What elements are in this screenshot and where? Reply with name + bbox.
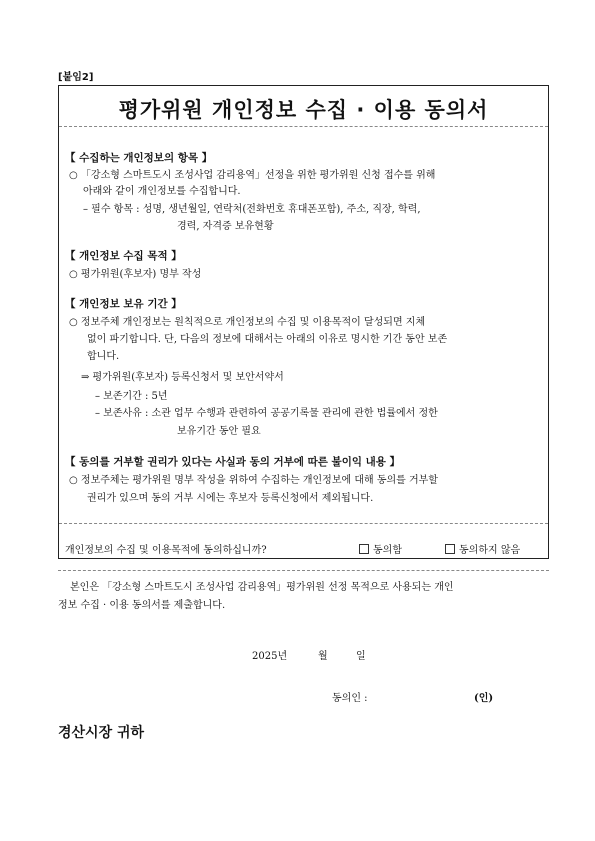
consent-divider xyxy=(59,523,548,524)
agree-option[interactable] xyxy=(359,541,402,556)
date-day: 일 xyxy=(356,651,366,662)
declaration-line: 본인은 「강소형 스마트도시 조성사업 감리용역」평가위원 선정 목적으로 사용되는 개인 xyxy=(70,582,454,593)
section-line: 보유기간 동안 필요 xyxy=(177,426,261,437)
section-heading-right-to-refuse: 【 동의를 거부할 권리가 있다는 사실과 동의 거부에 따른 불이익 내용 】 xyxy=(65,456,401,468)
section-line: ○ 정보주체 개인정보는 원칙적으로 개인정보의 수집 및 이용목적이 달성되면 지체 xyxy=(69,317,426,328)
section-line: – 보존사유 : 소관 업무 수행과 관련하여 공공기록물 관리에 관한 법률에서 정한 xyxy=(95,408,438,419)
section-line: 합니다. xyxy=(87,351,120,362)
section-line: ○ 「강소형 스마트도시 조성사업 감리용역」선정을 위한 평가위원 신청 접수를 위해 xyxy=(69,170,436,181)
section-heading-collected-items: 【 수집하는 개인정보의 항목 】 xyxy=(65,152,213,164)
addressee: 경산시장 귀하 xyxy=(58,725,145,741)
section-line: ○ 평가위원(후보자) 명부 작성 xyxy=(69,269,202,280)
attachment-label: [붙임2] xyxy=(58,72,94,83)
section-line: 아래와 같이 개인정보를 수집합니다. xyxy=(83,186,241,197)
section-line: – 보존기간 : 5년 xyxy=(95,391,168,402)
section-line: ○ 정보주체는 평가위원 명부 작성을 위하여 수집하는 개인정보에 대해 동의를 거부할 xyxy=(69,475,438,486)
disagree-option[interactable] xyxy=(445,541,520,556)
title-divider xyxy=(59,126,548,127)
page-title: 평가위원 개인정보 수집 · 이용 동의서 xyxy=(118,98,489,122)
disagree-label: 동의하지 않음 xyxy=(459,545,521,556)
agree-label: 동의함 xyxy=(373,545,402,556)
date-year: 2025년 xyxy=(252,651,288,662)
section-line: 권리가 있으며 동의 거부 시에는 후보자 등록신청에서 제외됩니다. xyxy=(87,493,374,504)
seal-mark: (인) xyxy=(474,693,494,704)
signature-label: 동의인 : xyxy=(332,693,368,704)
consent-question: 개인정보의 수집 및 이용목적에 동의하십니까? xyxy=(65,545,267,556)
declaration-divider xyxy=(58,570,549,571)
declaration-line: 정보 수집 · 이용 동의서를 제출합니다. xyxy=(58,600,226,611)
section-line: – 필수 항목 : 성명, 생년월일, 연락처(전화번호 휴대폰포함), 주소, 직장, 학력, xyxy=(83,204,421,215)
section-line: ⇒ 평가위원(후보자) 등록신청서 및 보안서약서 xyxy=(81,372,284,383)
section-heading-retention: 【 개인정보 보유 기간 】 xyxy=(65,298,182,310)
date-month: 월 xyxy=(318,651,328,662)
disagree-checkbox[interactable] xyxy=(445,544,455,554)
section-heading-purpose: 【 개인정보 수집 목적 】 xyxy=(65,250,182,262)
agree-checkbox[interactable] xyxy=(359,544,369,554)
section-line: 경력, 자격증 보유현황 xyxy=(177,221,274,232)
consent-form xyxy=(58,85,549,559)
section-line: 없이 파기합니다. 단, 다음의 정보에 대해서는 아래의 이유로 명시한 기간 동안 보존 xyxy=(87,334,448,345)
